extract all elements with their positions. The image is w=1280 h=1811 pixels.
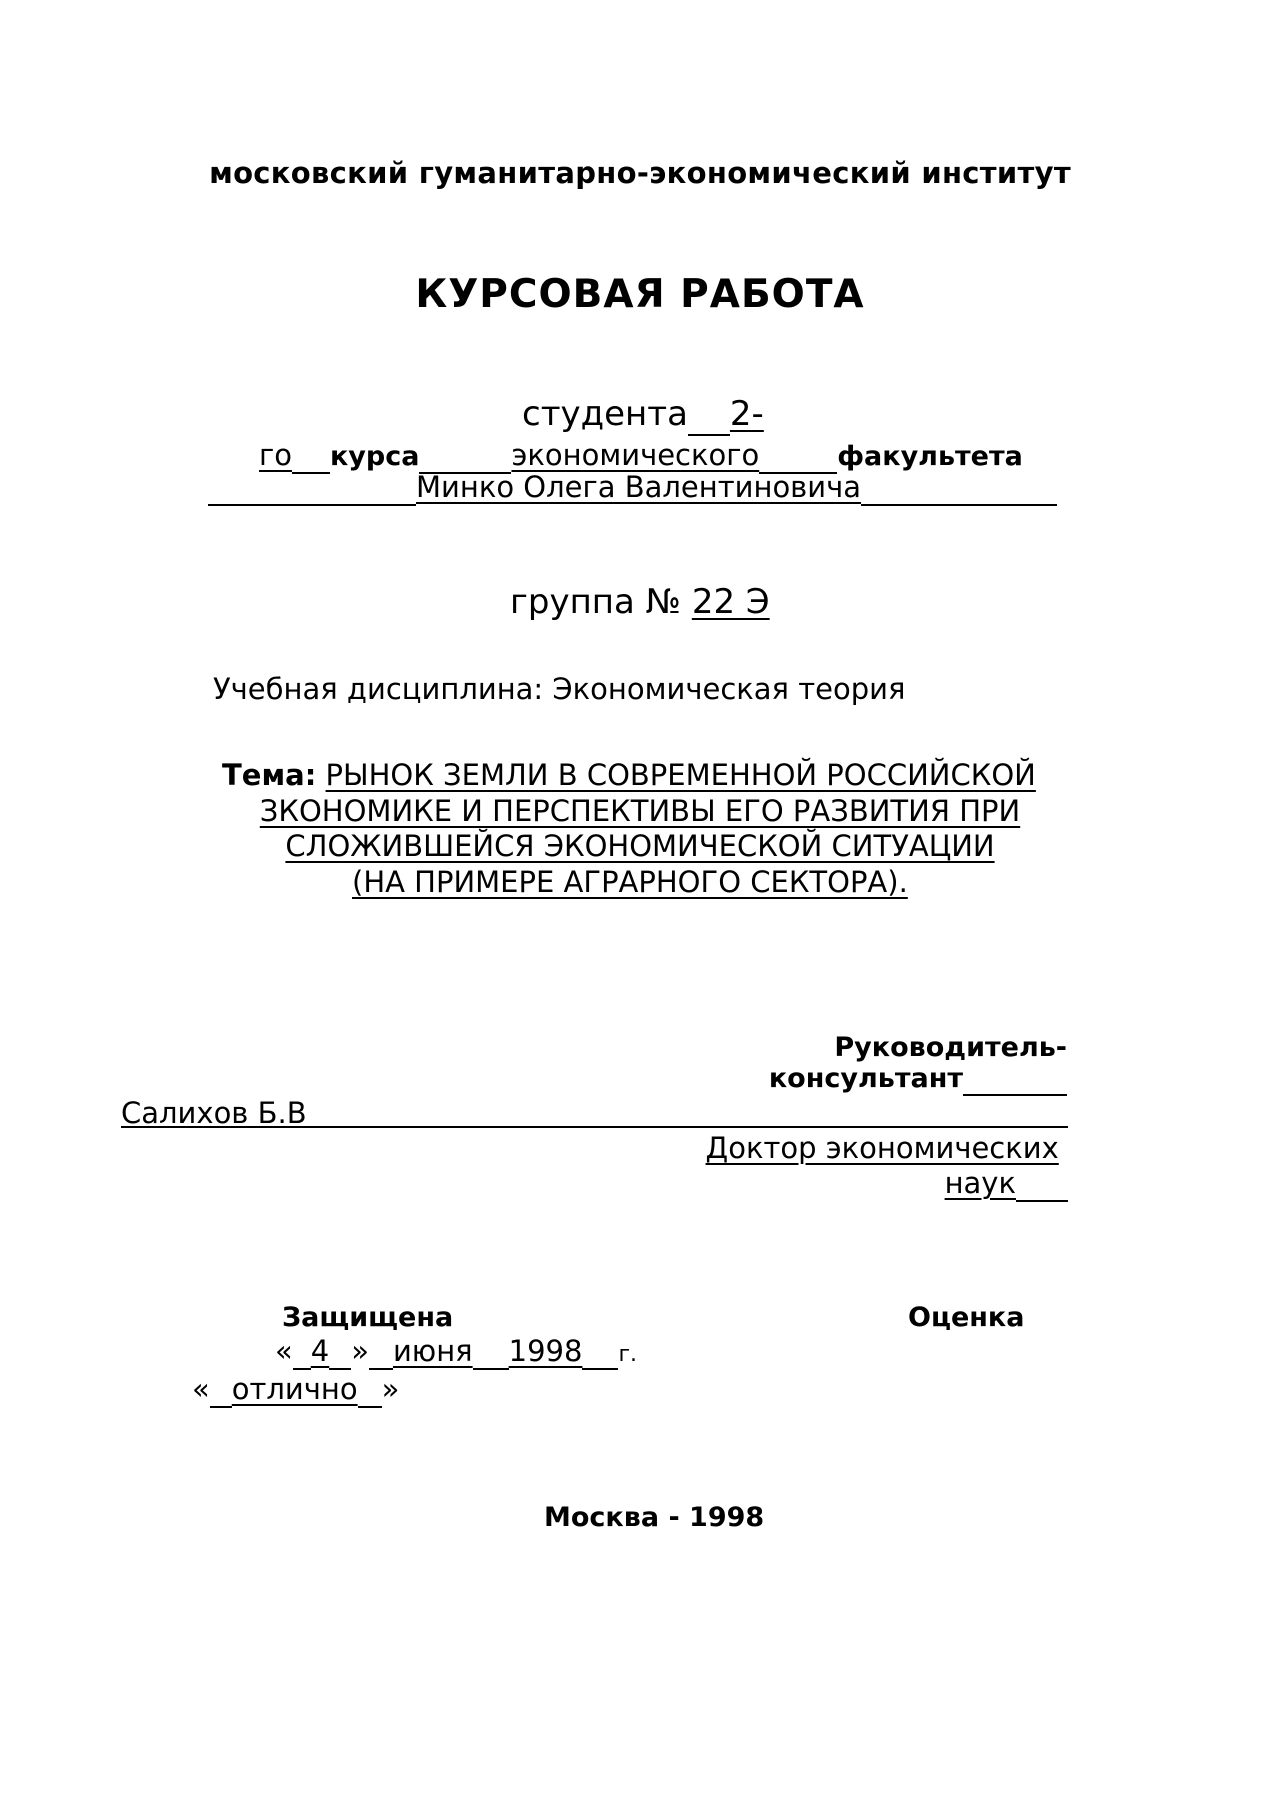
course-number-end: го <box>259 438 292 472</box>
supervisor-name: Салихов Б.В <box>121 1096 307 1130</box>
blank-line <box>473 1334 509 1370</box>
city-year: Москва - 1998 <box>544 1502 765 1533</box>
blank-line <box>688 394 730 436</box>
topic-text: РЫНОК ЗЕМЛИ В СОВРЕМЕННОЙ РОССИЙСКОЙ <box>325 758 1036 792</box>
supervisor-degree: Доктор экономических <box>705 1131 1059 1165</box>
topic-label: Тема: <box>222 758 317 792</box>
blank-line <box>208 470 416 506</box>
topic-text: ЗКОНОМИКЕ И ПЕРСПЕКТИВЫ ЕГО РАЗВИТИЯ ПРИ <box>259 794 1021 828</box>
quote-open: « <box>275 1334 293 1368</box>
course-label: курса <box>329 441 420 472</box>
group-number: 22 Э <box>691 582 770 622</box>
blank-line <box>963 1063 1067 1096</box>
degree-line-1 <box>706 1131 1068 1165</box>
supervisor-degree: наук <box>944 1166 1016 1200</box>
supervisor-label-1: Руководитель- <box>834 1032 1067 1063</box>
quote-close: » <box>381 1372 400 1406</box>
year-suffix: г. <box>618 1342 637 1367</box>
defense-day: 4 <box>310 1334 330 1368</box>
course-faculty-line <box>259 438 1023 474</box>
discipline: Учебная дисциплина: Экономическая теория <box>213 672 906 706</box>
group-label: группа № <box>510 582 682 622</box>
group-line <box>510 582 770 622</box>
grade-value: отлично <box>231 1372 358 1406</box>
blank-line <box>293 1334 311 1370</box>
defense-label: Защищена <box>282 1302 454 1333</box>
topic-text: (НА ПРИМЕРЕ АГРАРНОГО СЕКТОРА). <box>352 865 908 899</box>
grade-label: Оценка <box>908 1302 1025 1333</box>
supervisor-name-line <box>121 1096 1068 1128</box>
faculty-label: факультета <box>837 441 1023 472</box>
student-label: студента <box>522 394 688 434</box>
topic-line-2 <box>0 794 1280 828</box>
document-title: КУРСОВАЯ РАБОТА <box>415 272 865 317</box>
student-name-line <box>208 470 1057 506</box>
topic-line-1 <box>222 758 1036 792</box>
blank-line <box>369 1334 393 1370</box>
topic-text: СЛОЖИВШЕЙСЯ ЭКОНОМИЧЕСКОЙ СИТУАЦИИ <box>285 829 995 863</box>
defense-month: июня <box>392 1334 473 1368</box>
student-name: Минко Олега Валентиновича <box>416 470 862 504</box>
topic-line-3 <box>0 829 1280 863</box>
defense-year: 1998 <box>508 1334 583 1368</box>
defense-date <box>275 1334 637 1370</box>
course-number-start: 2- <box>729 394 764 434</box>
faculty-value: экономического <box>511 438 760 472</box>
quote-open: « <box>192 1372 210 1406</box>
student-line <box>522 394 764 436</box>
quote-close: » <box>351 1334 369 1368</box>
supervisor-label-2: консультант <box>768 1063 963 1094</box>
blank-line <box>1016 1166 1068 1202</box>
institute-name: московский гуманитарно-экономический институт <box>209 156 1071 190</box>
blank-line <box>358 1372 382 1408</box>
blank-line <box>329 1334 351 1370</box>
supervisor-label-2-line <box>769 1063 1067 1096</box>
grade-value-line <box>192 1372 399 1408</box>
degree-line-2 <box>945 1166 1068 1202</box>
blank-line <box>210 1372 232 1408</box>
blank-line <box>861 470 1057 506</box>
topic-line-4 <box>352 865 908 899</box>
blank-line <box>582 1334 618 1370</box>
